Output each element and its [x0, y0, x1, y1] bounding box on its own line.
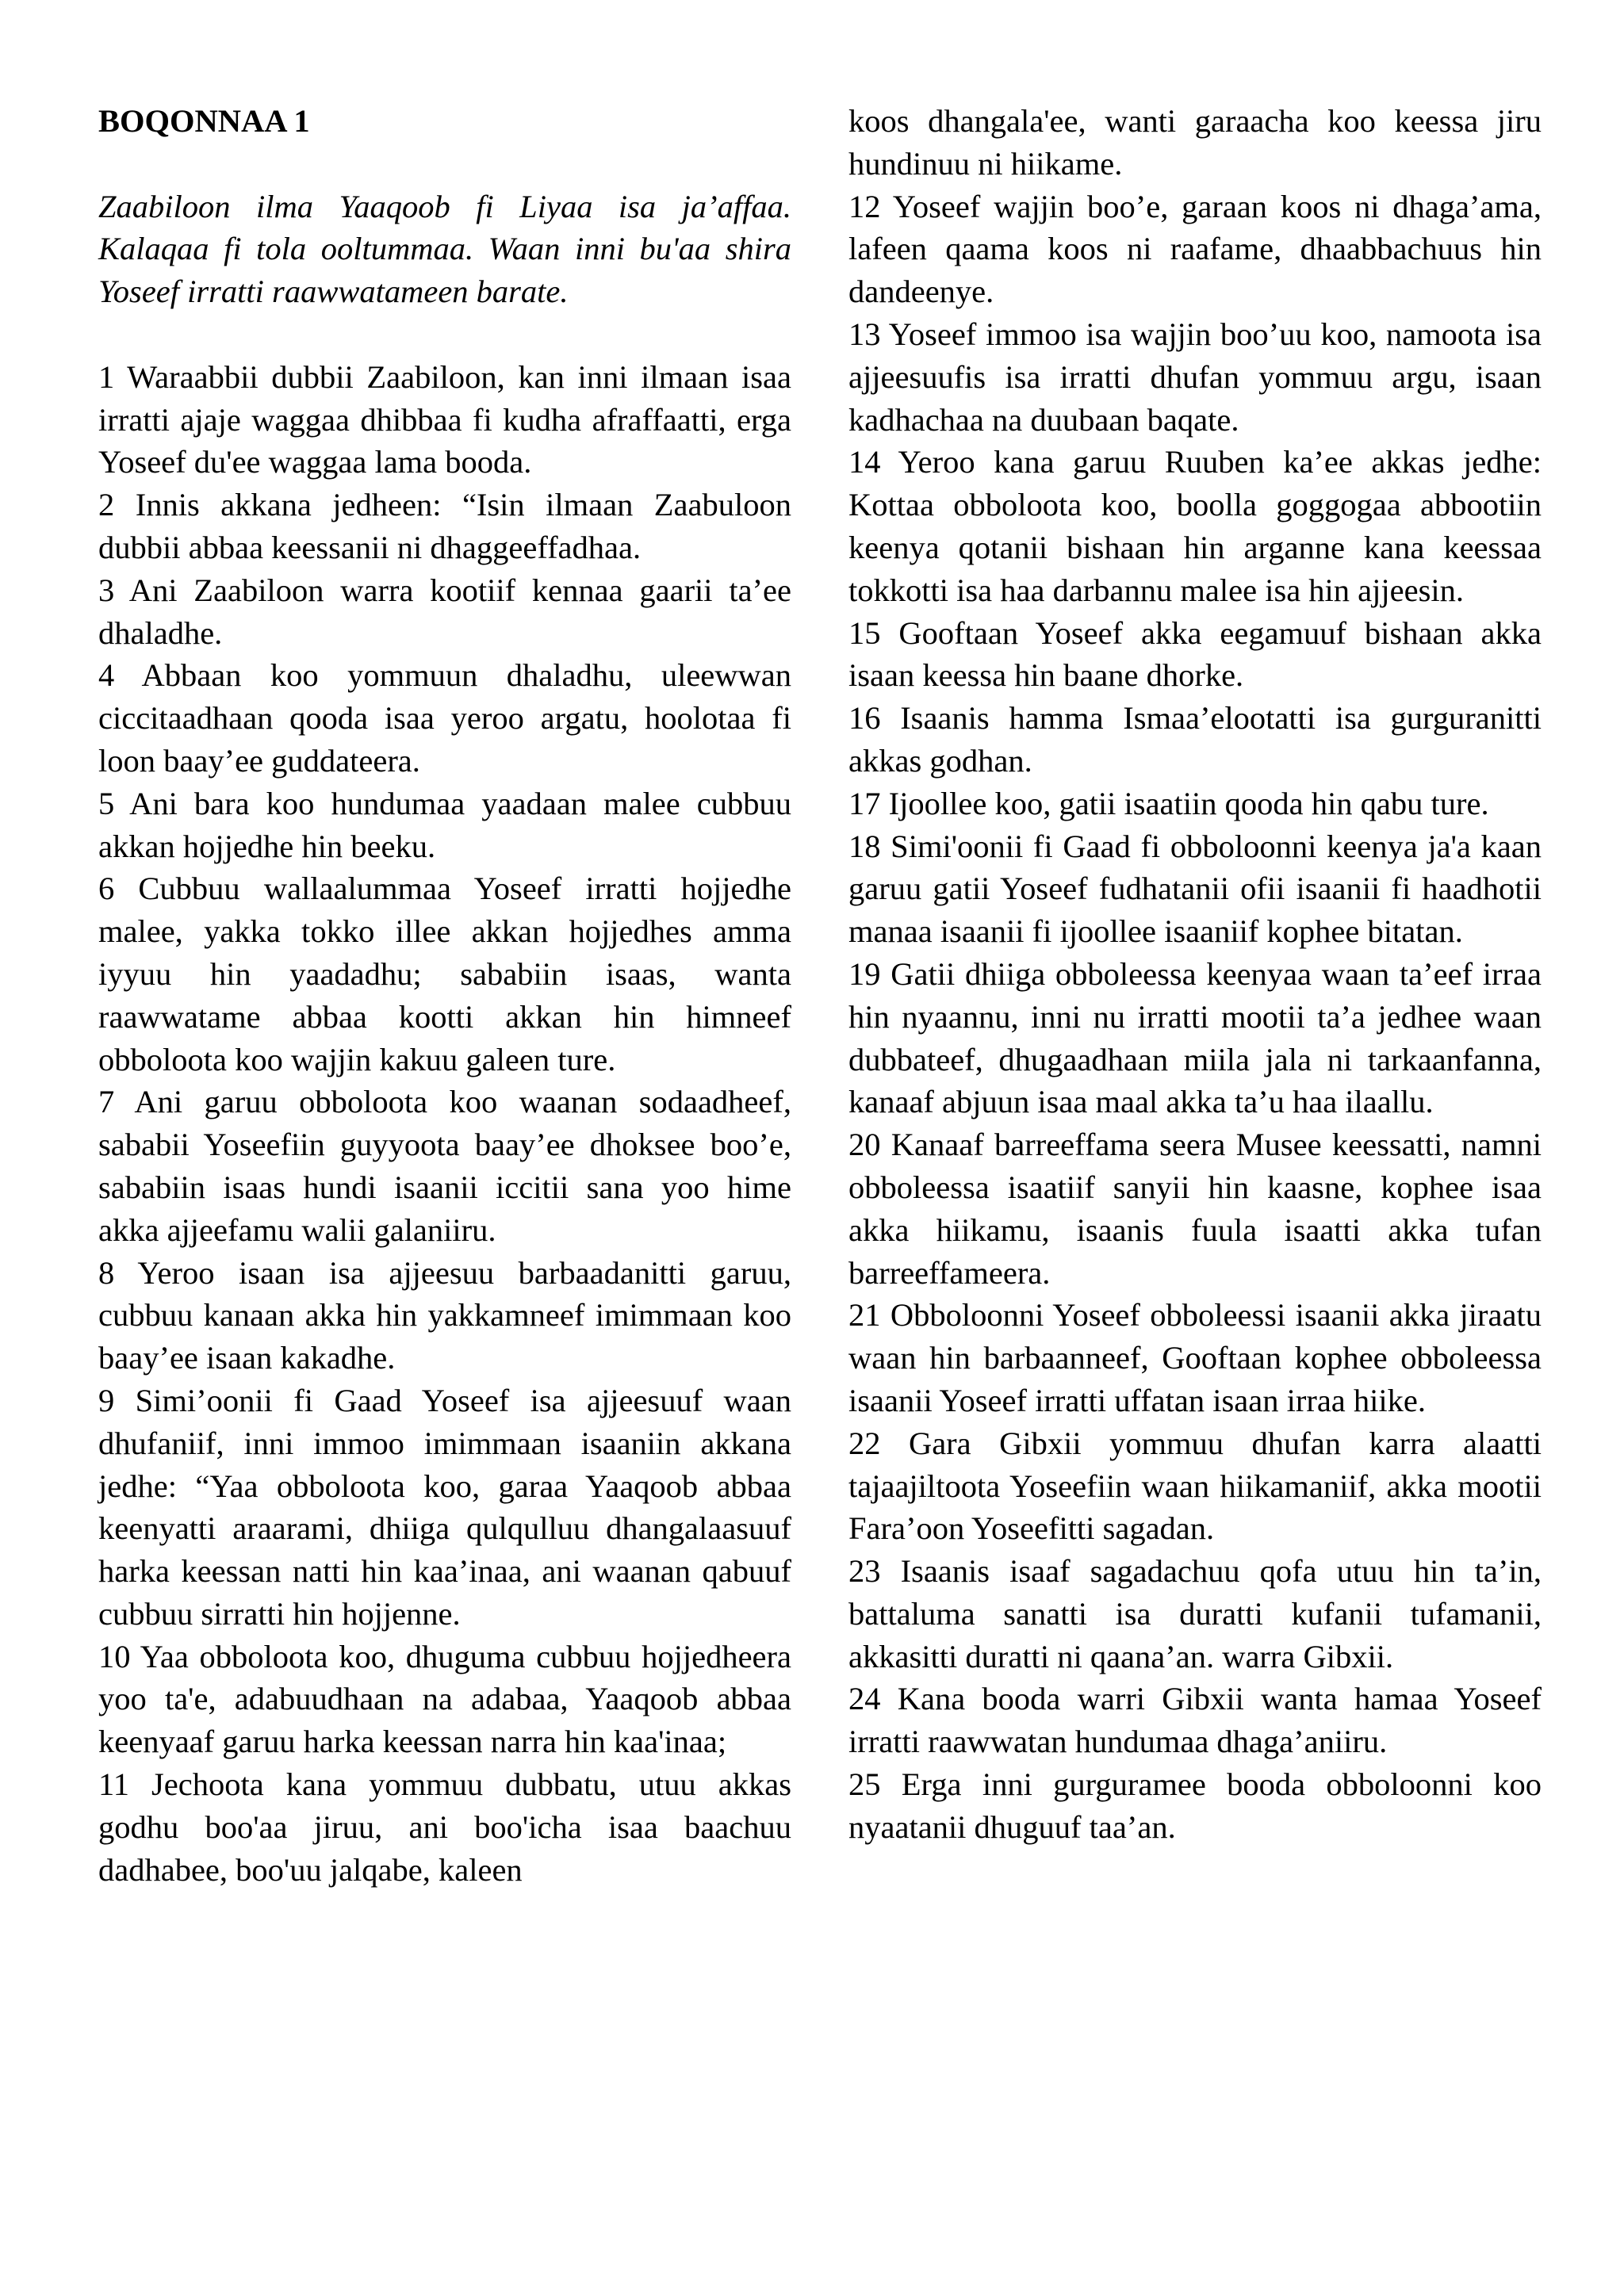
document-page	[98, 100, 1542, 1891]
chapter-intro: Zaabiloon ilma Yaaqoob fi Liyaa isa ja’affaa. Kalaqaa fi tola ooltummaa. Waan inni bu'aa shira Yoseef irratti raawwatameen barate.	[98, 188, 791, 310]
verse: 15 Gooftaan Yoseef akka eegamuuf bishaan akka isaan keessa hin baane dhorke.	[848, 614, 1542, 694]
verse: 4 Abbaan koo yommuun dhaladhu, uleewwan ciccitaadhaan qooda isaa yeroo argatu, hoolotaa fi loon baay’ee guddateera.	[98, 657, 791, 779]
verse: 9 Simi’oonii fi Gaad Yoseef isa ajjeesuuf waan dhufaniif, inni immoo imimmaan isaaniin akkana jedhe: “Yaa obboloota koo, garaa Yaaqoob abbaa keenyatti araarami, dhiiga qulqulluu dhangalaasuuf harka keessan natti hin kaa’inaa, ani waanan qabuuf cubbuu sirratti hin hojjenne.	[98, 1382, 791, 1632]
right-column	[848, 100, 1542, 1891]
verse: 17 Ijoollee koo, gatii isaatiin qooda hin qabu ture.	[848, 785, 1489, 821]
verse: 20 Kanaaf barreeffama seera Musee keessatti, namni obboleessa isaatiif sanyii hin kaasne, kophee isaa akka hiikamu, isaanis fuula isaatti akka tufan barreeffameera.	[848, 1127, 1542, 1291]
left-column	[98, 100, 791, 1891]
verse: 16 Isaanis hamma Ismaa’elootatti isa gurguranitti akkas godhan.	[848, 700, 1542, 779]
verse: 3 Ani Zaabiloon warra kootiif kennaa gaarii ta’ee dhaladhe.	[98, 572, 791, 651]
verse: koos dhangala'ee, wanti garaacha koo keessa jiru hundinuu ni hiikame.	[848, 103, 1542, 182]
verse: 8 Yeroo isaan isa ajjeesuu barbaadanitti garuu, cubbuu kanaan akka hin yakkamneef imimmaan koo baay’ee isaan kakadhe.	[98, 1254, 791, 1376]
verse: 7 Ani garuu obboloota koo waanan sodaadheef, sababii Yoseefiin guyyoota baay’ee dhoksee boo’e, sababiin isaas hundi isaanii iccitii sana yoo hime akka ajjeefamu walii galaniiru.	[98, 1084, 791, 1248]
verse: 14 Yeroo kana garuu Ruuben ka’ee akkas jedhe: Kottaa obboloota koo, boolla goggogaa abbootiin keenya qotanii bishaan hin arganne kana keessaa tokkotti isa haa darbannu malee isa hin ajjeesin.	[848, 444, 1542, 608]
verse: 5 Ani bara koo hundumaa yaadaan malee cubbuu akkan hojjedhe hin beeku.	[98, 785, 791, 864]
chapter-heading: BOQONNAA 1	[98, 103, 310, 139]
verse: 12 Yoseef wajjin boo’e, garaan koos ni dhaga’ama, lafeen qaama koos ni raafame, dhaabbachuus hin dandeenye.	[848, 188, 1542, 310]
verse: 11 Jechoota kana yommuu dubbatu, utuu akkas godhu boo'aa jiruu, ani boo'icha isaa baachuu dadhabee, boo'uu jalqabe, kaleen	[98, 1766, 791, 1888]
verse: 21 Obboloonni Yoseef obboleessi isaanii akka jiraatu waan hin barbaanneef, Gooftaan kophee obboleessa isaanii Yoseef irratti uffatan isaan irraa hiike.	[848, 1297, 1542, 1418]
verse: 6 Cubbuu wallaalummaa Yoseef irratti hojjedhe malee, yakka tokko illee akkan hojjedhes amma iyyuu hin yaadadhu; sababiin isaas, wanta raawwatame abbaa kootti akkan hin himneef obboloota koo wajjin kakuu galeen ture.	[98, 871, 791, 1077]
verse: 13 Yoseef immoo isa wajjin boo’uu koo, namoota isa ajjeesuufis isa irratti dhufan yommuu argu, isaan kadhachaa na duubaan baqate.	[848, 316, 1542, 438]
verse: 10 Yaa obboloota koo, dhuguma cubbuu hojjedheera yoo ta'e, adabuudhaan na adabaa, Yaaqoob abbaa keenyaaf garuu harka keessan narra hin kaa'inaa;	[98, 1638, 791, 1760]
verse: 1 Waraabbii dubbii Zaabiloon, kan inni ilmaan isaa irratti ajaje waggaa dhibbaa fi kudha afraffaatti, erga Yoseef du'ee waggaa lama booda.	[98, 358, 791, 480]
verse: 23 Isaanis isaaf sagadachuu qofa utuu hin ta’in, battaluma sanatti isa duratti kufanii tufamanii, akkasitti duratti ni qaana’an. warra Gibxii.	[848, 1553, 1542, 1674]
verse: 25 Erga inni gurguramee booda obboloonni koo nyaatanii dhuguuf taa’an.	[848, 1766, 1542, 1845]
verse: 24 Kana booda warri Gibxii wanta hamaa Yoseef irratti raawwatan hundumaa dhaga’aniiru.	[848, 1681, 1542, 1760]
verse: 2 Innis akkana jedheen: “Isin ilmaan Zaabuloon dubbii abbaa keessanii ni dhaggeeffadhaa.	[98, 487, 791, 565]
verse: 22 Gara Gibxii yommuu dhufan karra alaatti tajaajiltoota Yoseefiin waan hiikamaniif, akka mootii Fara’oon Yoseefitti sagadan.	[848, 1425, 1542, 1547]
verse: 19 Gatii dhiiga obboleessa keenyaa waan ta’eef irraa hin nyaannu, inni nu irratti mootii ta’a jedhee waan dubbateef, dhugaadhaan miila jala ni tarkaanfanna, kanaaf abjuun isaa maal akka ta’u haa ilaallu.	[848, 955, 1542, 1120]
verse: 18 Simi'oonii fi Gaad fi obboloonni keenya ja'a kaan garuu gatii Yoseef fudhatanii ofii isaanii fi haadhotii manaa isaanii fi ijoollee isaaniif kophee bitatan.	[848, 828, 1542, 950]
